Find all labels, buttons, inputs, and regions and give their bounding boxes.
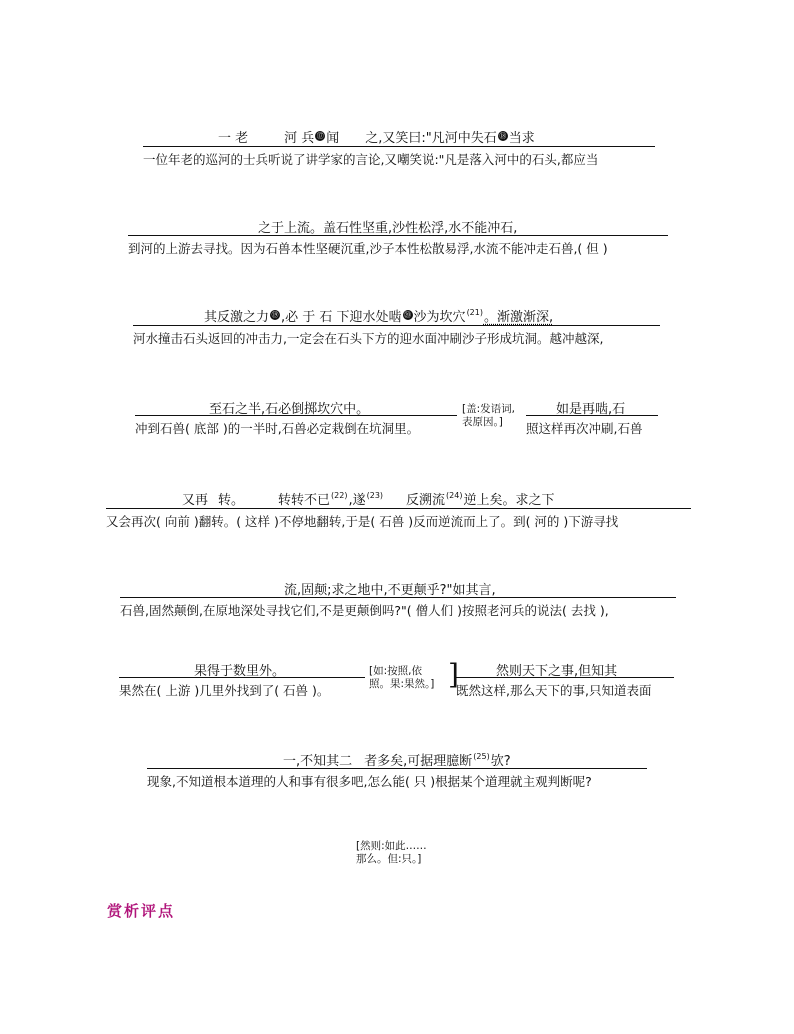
vocab-note-ranze: [然则:如此…… 那么。但:只。] <box>356 840 427 865</box>
original-line-1: 一 老 河 兵 ⑰ 闻 之,又笑曰:"凡河中失石 ⑱ 当求 <box>218 131 535 146</box>
original-line-4-right: 如是再啮,石 <box>556 402 626 417</box>
divider-rule <box>456 677 674 678</box>
bracket-right: ] <box>448 658 459 691</box>
divider-rule <box>119 677 365 678</box>
translation-line-2: 到河的上游去寻找。因为石兽本性坚硬沉重,沙子本性松散易浮,水流不能冲走石兽,( 但 ) <box>128 241 608 256</box>
section-heading: 赏析评点 <box>107 902 176 920</box>
annotation-marker-17: ⑰ <box>316 132 324 140</box>
divider-rule <box>120 597 676 598</box>
original-line-6: 流,固颠;求之地中,不更颠乎?"如其言, <box>284 583 496 598</box>
translation-line-8: 现象,不知道根本道理的人和事有很多吧,怎么能( 只 )根据某个道理就主观判断呢? <box>147 774 592 789</box>
divider-rule <box>133 325 660 326</box>
annotation-marker-19: ⑲ <box>271 311 279 319</box>
original-line-5: 又再 转。 转转不已$^{(22)}$,遂$^{(23)}$ 反溯流$^{(24)}$逆上矣。求之下 <box>182 491 555 508</box>
translation-line-5: 又会再次( 向前 )翻转。( 这样 )不停地翻转,于是( 石兽 )反而逆流而上了。到( 河的 )下游寻找 <box>106 514 619 529</box>
vocab-note-gai: [盖:发语词, 表原因。] <box>462 403 515 428</box>
vocab-note-ru: [如:按照,依 照。果:果然。] <box>369 665 435 690</box>
translation-line-3: 河水撞击石头返回的冲击力,一定会在石头下方的迎水面冲刷沙子形成坑洞。越冲越深, <box>133 331 604 346</box>
divider-rule <box>526 415 658 416</box>
divider-rule <box>135 415 457 416</box>
translation-line-6: 石兽,固然颠倒,在原地深处寻找它们,不是更颠倒吗?"( 僧人们 )按照老河兵的说法( 去找 ), <box>120 603 609 618</box>
translation-line-7: 果然在( 上游 )几里外找到了( 石兽 )。 <box>119 683 330 698</box>
divider-rule <box>106 508 691 509</box>
original-line-7: 果得于数里外。 <box>194 664 286 679</box>
original-line-4: 至石之半,石必倒掷坎穴中。 <box>209 402 370 417</box>
translation-line-4: 冲到石兽( 底部 )的一半时,石兽必定栽倒在坑洞里。 <box>135 421 420 436</box>
translation-line-7-right: 既然这样,那么天下的事,只知道表面 <box>456 683 652 698</box>
original-line-3: 其反激之力 ⑲ ,必 于 石 下迎水处啮 ⑳ 沙为坎穴$^{(21)}$。渐激渐深, <box>204 308 554 325</box>
original-line-2: 之于上流。盖石性坚重,沙性松浮,水不能冲石, <box>258 221 518 236</box>
divider-rule <box>147 768 647 769</box>
original-line-7-right: 然则天下之事,但知其 <box>496 664 618 679</box>
divider-rule <box>143 146 655 147</box>
translation-line-4-right: 照这样再次冲刷,石兽 <box>526 421 643 436</box>
divider-rule <box>128 235 668 236</box>
annotation-marker-20: ⑳ <box>404 311 412 319</box>
annotation-marker-18: ⑱ <box>499 132 507 140</box>
original-line-8: 一,不知其二 者多矣,可据理臆断$^{(25)}$欤? <box>283 752 511 769</box>
translation-line-1: 一位年老的巡河的士兵听说了讲学家的言论,又嘲笑说:"凡是落入河中的石头,都应当 <box>143 152 599 167</box>
